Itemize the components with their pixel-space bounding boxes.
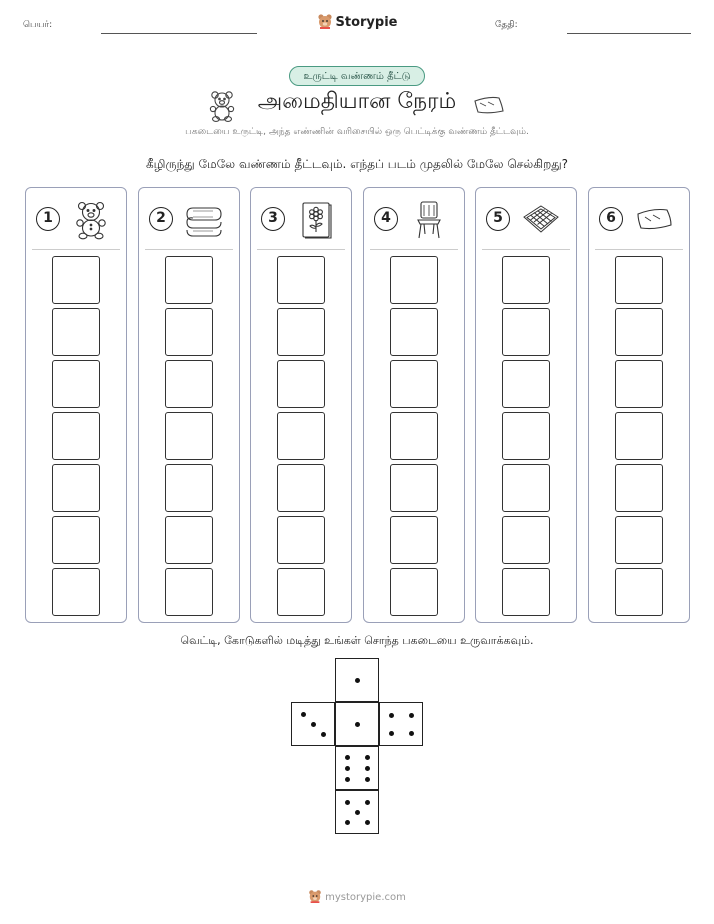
footer xyxy=(0,889,714,903)
brand-logo xyxy=(0,13,714,30)
name-label: பெயர்: xyxy=(23,20,53,30)
pip xyxy=(311,722,316,727)
column-number: 3 xyxy=(261,207,285,231)
color-box[interactable] xyxy=(165,412,213,460)
dice-face-5 xyxy=(335,790,379,834)
color-box[interactable] xyxy=(390,308,438,356)
column-divider xyxy=(595,249,683,250)
color-box[interactable] xyxy=(390,256,438,304)
page-title: அமைதியான நேரம் xyxy=(257,89,457,114)
color-box[interactable] xyxy=(165,256,213,304)
date-label: தேதி: xyxy=(495,20,518,30)
column-divider xyxy=(145,249,233,250)
page-subtitle: பகடையை உருட்டி, அந்த எண்ணின் வரிசையில் ஒரு பெட்டிக்கு வண்ணம் தீட்டவும். xyxy=(185,127,529,137)
dice-face-6 xyxy=(335,746,379,790)
color-box[interactable] xyxy=(52,308,100,356)
brand-name: Storypie xyxy=(335,15,398,30)
color-box[interactable] xyxy=(615,360,663,408)
pip xyxy=(365,820,370,825)
pip xyxy=(365,766,370,771)
color-box[interactable] xyxy=(502,516,550,564)
column-3 xyxy=(250,187,352,623)
color-box[interactable] xyxy=(52,568,100,616)
date-line xyxy=(567,33,691,34)
color-box[interactable] xyxy=(502,308,550,356)
dice-face-1 xyxy=(335,658,379,702)
color-box[interactable] xyxy=(165,360,213,408)
teddy-bear-icon xyxy=(70,200,112,240)
color-box[interactable] xyxy=(52,516,100,564)
column-divider xyxy=(482,249,570,250)
color-box[interactable] xyxy=(615,308,663,356)
pip xyxy=(355,678,360,683)
pip xyxy=(389,713,394,718)
column-number: 5 xyxy=(486,207,510,231)
pip xyxy=(355,722,360,727)
activity-badge: உருட்டி வண்ணம் தீட்டு xyxy=(289,66,425,86)
pip xyxy=(355,810,360,815)
instruction-text: கீழிருந்து மேலே வண்ணம் தீட்டவும். எந்தப் படம் முதலில் மேலே செல்கிறது? xyxy=(145,157,569,171)
pip xyxy=(365,800,370,805)
color-box[interactable] xyxy=(502,256,550,304)
bear-logo-icon xyxy=(308,889,322,903)
color-box[interactable] xyxy=(277,360,325,408)
pip xyxy=(365,755,370,760)
color-box[interactable] xyxy=(165,464,213,512)
pip xyxy=(301,712,306,717)
color-box[interactable] xyxy=(52,412,100,460)
color-box[interactable] xyxy=(277,308,325,356)
pip xyxy=(345,777,350,782)
color-box[interactable] xyxy=(52,464,100,512)
name-line xyxy=(101,33,257,34)
column-2 xyxy=(138,187,240,623)
bear-logo-icon xyxy=(317,13,333,29)
column-divider xyxy=(32,249,120,250)
column-5 xyxy=(475,187,577,623)
footer-url[interactable]: mystorypie.com xyxy=(325,892,406,903)
column-4 xyxy=(363,187,465,623)
color-box[interactable] xyxy=(165,516,213,564)
pip xyxy=(345,820,350,825)
column-divider xyxy=(257,249,345,250)
column-number: 4 xyxy=(374,207,398,231)
color-box[interactable] xyxy=(165,308,213,356)
color-box[interactable] xyxy=(52,256,100,304)
pip xyxy=(321,732,326,737)
folded-blanket-icon xyxy=(183,200,225,240)
pip xyxy=(345,755,350,760)
color-box[interactable] xyxy=(615,516,663,564)
flower-book-icon xyxy=(295,200,337,240)
color-box[interactable] xyxy=(390,360,438,408)
color-box[interactable] xyxy=(390,516,438,564)
color-box[interactable] xyxy=(502,360,550,408)
color-box[interactable] xyxy=(502,568,550,616)
pip xyxy=(345,800,350,805)
color-box[interactable] xyxy=(615,412,663,460)
color-box[interactable] xyxy=(277,516,325,564)
pip xyxy=(389,731,394,736)
pip xyxy=(409,713,414,718)
pip xyxy=(365,777,370,782)
chair-icon xyxy=(408,200,450,240)
pip xyxy=(409,731,414,736)
color-box[interactable] xyxy=(615,256,663,304)
color-box[interactable] xyxy=(390,412,438,460)
waffle-icon xyxy=(520,200,562,240)
color-box[interactable] xyxy=(277,568,325,616)
cut-instruction: வெட்டி, கோடுகளில் மடித்து உங்கள் சொந்த பகடையை உருவாக்கவும். xyxy=(180,634,534,647)
color-box[interactable] xyxy=(502,464,550,512)
color-box[interactable] xyxy=(277,412,325,460)
color-box[interactable] xyxy=(52,360,100,408)
color-box[interactable] xyxy=(390,464,438,512)
column-1 xyxy=(25,187,127,623)
pillow-icon xyxy=(633,200,675,240)
color-box[interactable] xyxy=(615,568,663,616)
color-box[interactable] xyxy=(615,464,663,512)
column-number: 2 xyxy=(149,207,173,231)
column-divider xyxy=(370,249,458,250)
column-number: 1 xyxy=(36,207,60,231)
dice-face-1b xyxy=(335,702,379,746)
color-box[interactable] xyxy=(502,412,550,460)
column-number: 6 xyxy=(599,207,623,231)
pillow-icon xyxy=(472,94,506,116)
column-6 xyxy=(588,187,690,623)
color-box[interactable] xyxy=(390,568,438,616)
color-box[interactable] xyxy=(277,464,325,512)
pip xyxy=(345,766,350,771)
color-box[interactable] xyxy=(277,256,325,304)
dice-face-4 xyxy=(379,702,423,746)
dice-face-3 xyxy=(291,702,335,746)
color-box[interactable] xyxy=(165,568,213,616)
